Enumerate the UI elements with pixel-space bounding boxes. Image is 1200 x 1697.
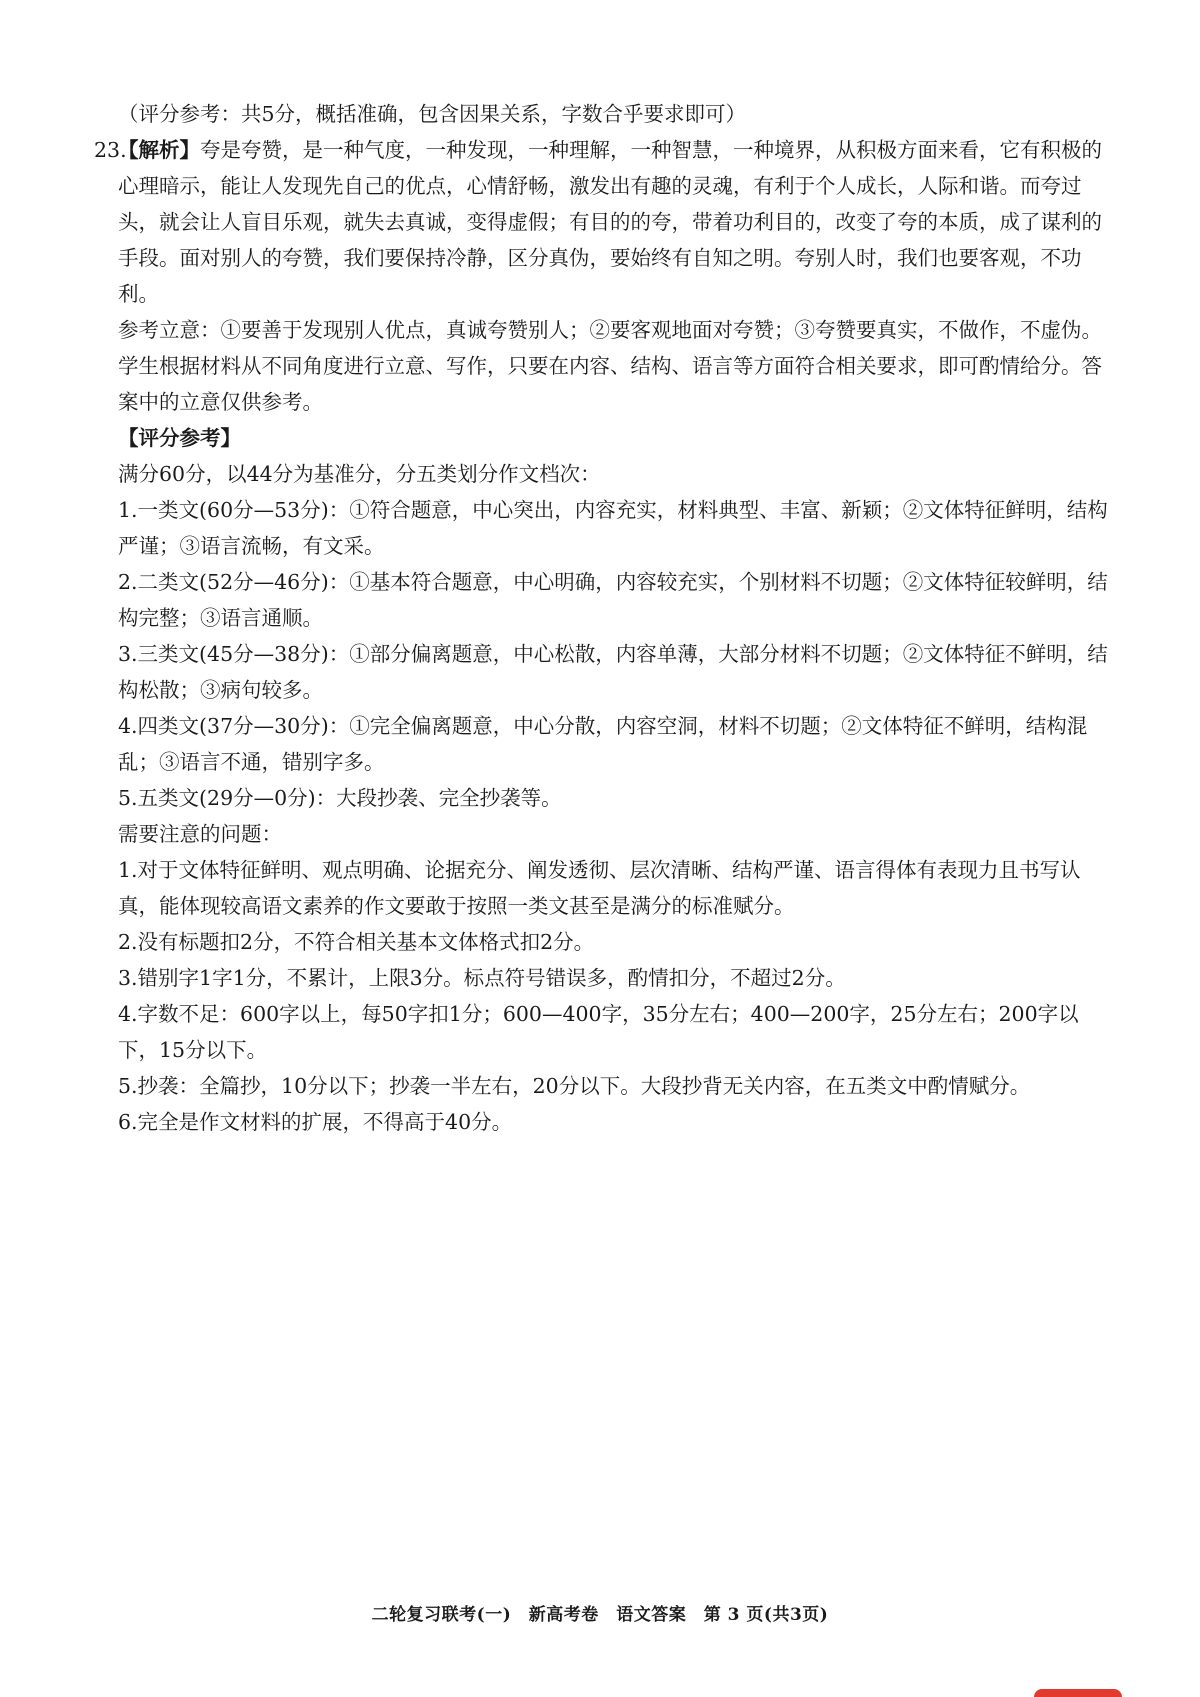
grade-item: 5.五类文(29分—0分)：大段抄袭、完全抄袭等。: [118, 786, 562, 810]
notes-list: [118, 852, 1110, 1140]
note-item: 4.字数不足：600字以上，每50字扣1分；600—400字，35分左右；400—200字，25分左右；200字以下，15分以下。: [118, 1002, 1079, 1062]
note-item: 2.没有标题扣2分，不符合相关基本文体格式扣2分。: [118, 930, 595, 954]
note-item: 6.完全是作文材料的扩展，不得高于40分。: [118, 1110, 513, 1134]
corner-mark: [1034, 1689, 1122, 1697]
notes-title: 需要注意的问题：: [118, 822, 282, 846]
question-number: 23.: [94, 138, 127, 162]
note-item: 5.抄袭：全篇抄，10分以下；抄袭一半左右，20分以下。大段抄背无关内容，在五类文中酌情赋分。: [118, 1074, 1031, 1098]
analysis-text: 夸是夸赞，是一种气度，一种发现，一种理解，一种智慧，一种境界，从积极方面来看，它有积极的心理暗示，能让人发现先自己的优点，心情舒畅，激发出有趣的灵魂，有利于个人成长，人际和谐。而夸过头，就会让人盲目乐观，就失去真诚，变得虚假；有目的的夸，带着功利目的，改变了夸的本质，成了谋利的手段。面对别人的夸赞，我们要保持冷静，区分真伪，要始终有自知之明。夸别人时，我们也要客观，不功利。: [118, 138, 1102, 306]
scoring-heading: 【评分参考】: [118, 426, 241, 450]
page-footer: 二轮复习联考(一) 新高考卷 语文答案 第 3 页(共3页): [371, 1605, 829, 1625]
grade-item: 2.二类文(52分—46分)：①基本符合题意，中心明确，内容较充实，个别材料不切题；②文体特征较鲜明，结构完整；③语言通顺。: [118, 570, 1108, 630]
note-item: 1.对于文体特征鲜明、观点明确、论据充分、阐发透彻、层次清晰、结构严谨、语言得体有表现力且书写认真，能体现较高语文素养的作文要敢于按照一类文甚至是满分的标准赋分。: [118, 858, 1081, 918]
grade-item: 1.一类文(60分—53分)：①符合题意，中心突出，内容充实，材料典型、丰富、新颖；②文体特征鲜明，结构严谨；③语言流畅，有文采。: [118, 498, 1108, 558]
reference-ideas: 参考立意：①要善于发现别人优点，真诚夸赞别人；②要客观地面对夸赞；③夸赞要真实，不做作，不虚伪。: [118, 318, 1102, 342]
analysis-paragraph: [118, 132, 1110, 312]
scoring-note-q22: （评分参考：共5分，概括准确，包含因果关系，字数合乎要求即可）: [118, 102, 747, 126]
student-note: 学生根据材料从不同角度进行立意、写作，只要在内容、结构、语言等方面符合相关要求，即可酌情给分。答案中的立意仅供参考。: [118, 354, 1102, 414]
question-23-block: [94, 132, 1110, 312]
grade-item: 4.四类文(37分—30分)：①完全偏离题意，中心分散，内容空洞，材料不切题；②文体特征不鲜明，结构混乱；③语言不通，错别字多。: [118, 714, 1088, 774]
scoring-intro: 满分60分，以44分为基准分，分五类划分作文档次：: [118, 462, 601, 486]
analysis-tag: 【解析】: [118, 138, 200, 162]
grade-item: 3.三类文(45分—38分)：①部分偏离题意，中心松散，内容单薄，大部分材料不切题；②文体特征不鲜明，结构松散；③病句较多。: [118, 642, 1108, 702]
note-item: 3.错别字1字1分，不累计，上限3分。标点符号错误多，酌情扣分，不超过2分。: [118, 966, 846, 990]
answer-content: [94, 96, 1110, 1140]
grade-list: [118, 492, 1110, 816]
